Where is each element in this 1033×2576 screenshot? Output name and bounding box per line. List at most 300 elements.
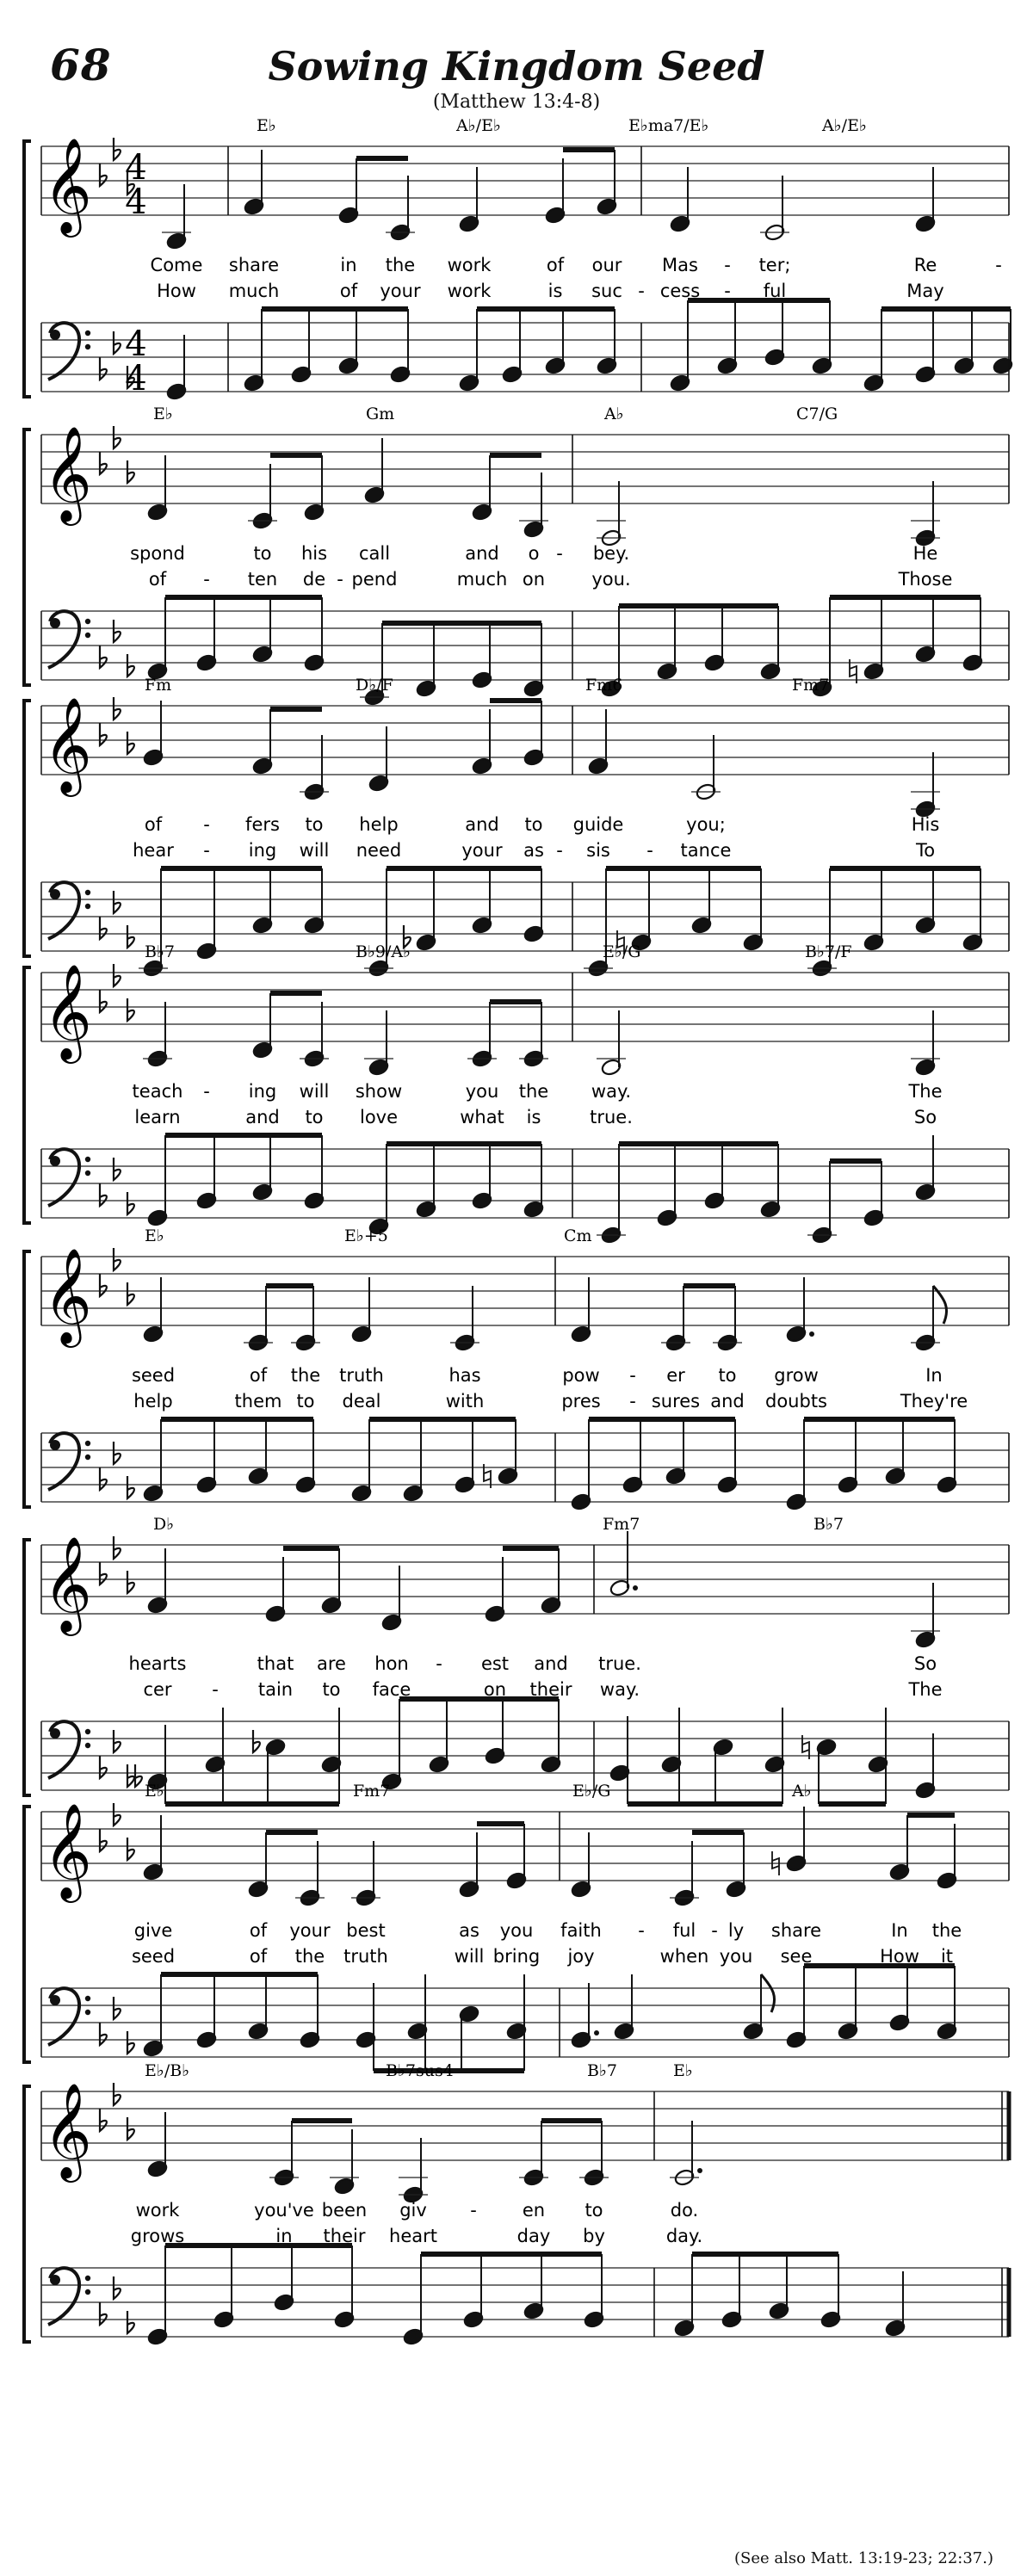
lyric-verse-2: much — [228, 281, 280, 301]
key-flat-icon — [127, 732, 134, 754]
lyric-verse-1: that — [257, 1653, 294, 1674]
note — [764, 300, 785, 367]
note — [351, 1841, 380, 1907]
note — [811, 309, 832, 375]
lyric-verse-2: heart — [389, 2226, 437, 2246]
note — [962, 606, 983, 672]
dot — [633, 1585, 638, 1591]
lyric-verse-2: bring — [492, 1946, 541, 1967]
note — [273, 2246, 294, 2312]
lyric-verse-1: share — [228, 255, 280, 275]
note — [540, 1708, 561, 1774]
note — [962, 886, 983, 952]
bass-clef-dot — [85, 1441, 90, 1446]
note — [596, 150, 617, 216]
bass-clef-icon — [48, 323, 90, 380]
note — [471, 623, 492, 689]
bass-clef-dot — [50, 889, 60, 899]
lyric-verse-2: will — [299, 840, 330, 861]
bass-staff — [41, 1419, 1009, 1511]
lyric-verse-2: - — [646, 840, 653, 861]
chord-symbol: D♭/F — [356, 676, 393, 695]
lyric-verse-1: work — [135, 2200, 180, 2221]
note — [716, 1428, 738, 1494]
note — [936, 1824, 957, 1890]
key-flat-icon — [100, 646, 107, 668]
lyric-verse-2: They're — [900, 1391, 968, 1412]
key-flat-icon — [100, 1183, 107, 1206]
lyric-verse-2: grows — [130, 2226, 185, 2246]
music-system — [24, 676, 1009, 978]
bass-staff — [41, 1699, 1009, 1804]
note — [570, 1832, 591, 1899]
lyric-verse-1: teach — [132, 1081, 183, 1102]
key-flat-icon — [127, 998, 134, 1021]
key-flat-icon — [100, 2023, 107, 2045]
lyric-verse-2: Those — [898, 569, 953, 590]
note — [146, 1548, 168, 1615]
key-flat-icon — [100, 1756, 107, 1778]
note — [670, 2121, 702, 2187]
key-flat-icon — [127, 2311, 134, 2333]
chord-symbol: A♭/E♭ — [456, 116, 501, 135]
lyric-verse-2: sures — [651, 1391, 701, 1412]
note — [142, 1277, 164, 1344]
chord-symbol: Cm — [564, 1226, 592, 1245]
lyric-verse-2: hear — [133, 840, 174, 861]
bass-clef-icon — [48, 1149, 90, 1206]
music-system — [24, 116, 1014, 401]
note — [656, 1161, 677, 1227]
note — [244, 1286, 273, 1352]
note — [303, 455, 325, 522]
bass-clef-dot — [85, 633, 90, 638]
lyric-verse-1: He — [912, 543, 938, 564]
lyric-verse-1: - — [470, 2200, 477, 2221]
bass-clef-dot — [85, 904, 90, 909]
chord-symbol: C7/G — [796, 405, 838, 423]
note — [247, 1974, 269, 2041]
note — [337, 309, 359, 375]
note — [471, 1144, 492, 1210]
note — [544, 158, 566, 225]
note — [613, 1974, 634, 2041]
lyric-verse-1: and — [465, 543, 499, 564]
lyric-verse-2: by — [583, 2226, 605, 2246]
note — [911, 1583, 940, 1649]
note — [458, 326, 479, 392]
key-flat-icon — [127, 925, 134, 948]
lyric-verse-2: - — [212, 1679, 219, 1700]
lyric-verse-1: fers — [245, 814, 280, 835]
treble-staff — [41, 425, 1009, 547]
note — [690, 868, 712, 935]
key-flat-icon — [114, 138, 121, 160]
note — [333, 2263, 355, 2329]
note — [269, 2121, 299, 2187]
chord-symbol: E♭ma7/E♭ — [628, 116, 709, 135]
lyric-verse-2: will — [454, 1946, 485, 1967]
lyric-verse-1: grow — [774, 1365, 819, 1386]
note — [142, 1436, 164, 1503]
note — [597, 1010, 626, 1077]
note — [146, 455, 168, 522]
note — [725, 1832, 746, 1899]
bass-clef-dot — [85, 619, 90, 624]
lyric-verse-1: work — [447, 255, 492, 275]
music-system — [24, 2061, 1009, 2346]
lyric-verse-2: you. — [591, 569, 631, 590]
note — [462, 2263, 484, 2329]
note — [716, 309, 738, 375]
hymn-title: Sowing Kingdom Seed — [268, 43, 765, 90]
note — [669, 326, 690, 392]
lyric-verse-2: ing — [248, 840, 277, 861]
lyric-verse-2: - — [629, 1391, 636, 1412]
key-flat-icon — [100, 164, 107, 186]
bass-staff — [41, 1135, 1009, 1245]
lyric-verse-1: has — [448, 1365, 481, 1386]
bass-clef-dot — [50, 330, 60, 340]
lyric-verse-1: hearts — [128, 1653, 187, 1674]
note — [146, 2280, 168, 2346]
lyric-verse-1: to — [718, 1365, 737, 1386]
lyric-verse-2: see — [780, 1946, 813, 1967]
lyric-verse-2: pend — [351, 569, 398, 590]
lyric-verse-1: giv — [399, 2200, 427, 2221]
note — [146, 2112, 168, 2178]
time-sig-bottom: 4 — [125, 182, 147, 222]
lyric-verse-2: and — [710, 1391, 745, 1412]
note — [330, 2129, 359, 2196]
lyric-verse-1: and — [534, 1653, 568, 1674]
note — [380, 1566, 402, 1632]
bass-clef-dot — [85, 344, 90, 349]
chord-symbol: B♭7sus4 — [386, 2061, 454, 2080]
lyric-verse-1: your — [289, 1920, 331, 1941]
lyric-verse-1: do. — [670, 2200, 699, 2221]
key-flat-icon — [127, 1571, 134, 1593]
note — [759, 1152, 781, 1219]
note — [389, 318, 411, 384]
chord-symbol: D♭ — [153, 1515, 175, 1534]
system-bracket — [24, 967, 31, 1223]
lyric-verse-1: - — [203, 814, 210, 835]
key-flat-icon — [100, 452, 107, 474]
key-flat-icon — [114, 891, 121, 913]
bass-clef-dot — [85, 1996, 90, 2001]
key-flat-icon — [100, 917, 107, 939]
time-sig-top: 4 — [125, 324, 147, 364]
lyric-verse-2: seed — [131, 1946, 176, 1967]
note — [992, 309, 1013, 375]
lyric-verse-2: your — [461, 840, 503, 861]
key-flat-icon — [127, 460, 134, 483]
bass-clef-dot — [50, 1995, 60, 2005]
key-flat-icon — [100, 2302, 107, 2325]
note — [295, 1841, 325, 1907]
key-flat-icon — [100, 2109, 107, 2131]
lyric-verse-2: truth — [343, 1946, 388, 1967]
note — [300, 735, 329, 801]
lyric-verse-2: their — [323, 2226, 366, 2246]
lyric-verse-1: the — [290, 1365, 321, 1386]
key-flat-icon — [114, 1158, 121, 1180]
note — [609, 1531, 638, 1597]
chord-symbol: A♭/E♭ — [822, 116, 867, 135]
key-flat-icon — [114, 1248, 121, 1270]
chord-symbol: E♭ — [145, 1226, 164, 1245]
lyric-verse-2: way. — [599, 1679, 640, 1700]
key-flat-icon — [114, 331, 121, 354]
bass-clef-dot — [85, 1171, 90, 1176]
lyric-verse-1: In — [891, 1920, 908, 1941]
note — [570, 1445, 591, 1511]
lyric-verse-1: the — [931, 1920, 962, 1941]
key-flat-icon — [114, 1997, 121, 2019]
treble-clef-icon: 𝄞 — [43, 425, 92, 522]
lyric-verse-1: are — [317, 1653, 346, 1674]
note — [742, 1974, 774, 2041]
lyric-verse-1: you; — [686, 814, 726, 835]
note — [713, 1286, 742, 1352]
lyric-verse-1: faith — [560, 1920, 602, 1941]
lyric-verse-2: - — [203, 569, 210, 590]
dot — [809, 1331, 814, 1337]
note — [363, 438, 385, 504]
note — [428, 1708, 449, 1774]
lyric-verse-2: doubts — [765, 1391, 827, 1412]
note — [544, 309, 566, 375]
lyric-verse-2: - — [638, 281, 645, 301]
note — [471, 709, 492, 775]
note — [863, 1161, 884, 1227]
note — [253, 1730, 287, 1804]
bass-clef-icon — [48, 882, 90, 939]
dot — [594, 2030, 599, 2035]
scripture-reference: (Matthew 13:4-8) — [432, 91, 601, 113]
key-flat-icon — [127, 1192, 134, 1214]
bass-clef-dot — [85, 1157, 90, 1162]
lyric-verse-1: pow — [562, 1365, 600, 1386]
bass-clef-dot — [85, 2276, 90, 2281]
note — [368, 726, 389, 793]
bass-staff — [41, 300, 1014, 401]
lyric-verse-2: to — [305, 1107, 324, 1127]
note — [350, 1277, 372, 1344]
note — [195, 1144, 217, 1210]
note — [523, 701, 544, 767]
note — [142, 1992, 164, 2058]
note — [243, 150, 264, 216]
lyric-verse-1: of — [144, 814, 163, 835]
bass-clef-dot — [85, 890, 90, 895]
note — [914, 597, 936, 664]
lyric-verse-1: his — [300, 543, 328, 564]
system-bracket — [24, 2086, 31, 2342]
lyric-verse-1: - — [556, 543, 563, 564]
note — [458, 167, 479, 233]
lyric-verse-1: - — [711, 1920, 718, 1941]
lyric-verse-1: Re — [913, 255, 937, 275]
note — [415, 1152, 436, 1219]
note — [165, 335, 187, 401]
note — [583, 2263, 604, 2329]
lyric-verse-1: Come — [150, 255, 203, 275]
lyric-verse-1: ter; — [758, 255, 791, 275]
note — [807, 1178, 837, 1245]
note — [458, 2005, 479, 2071]
note — [759, 615, 781, 681]
note — [505, 1824, 527, 1890]
lyric-verse-1: way. — [591, 1081, 632, 1102]
note — [501, 318, 523, 384]
lyric-verse-1: call — [358, 543, 391, 564]
note — [888, 1815, 910, 1881]
lyric-verse-2: of — [339, 281, 358, 301]
lyric-verse-1: you've — [254, 2200, 314, 2221]
lyric-verse-1: true. — [598, 1653, 641, 1674]
lyric-verse-1: show — [355, 1081, 403, 1102]
dot — [697, 2168, 702, 2173]
bass-staff — [41, 597, 1009, 707]
lyric-verse-2: is — [526, 1107, 541, 1127]
note — [760, 176, 789, 242]
note — [596, 309, 617, 375]
lyric-verse-1: of — [249, 1920, 268, 1941]
note — [820, 2263, 841, 2329]
note — [579, 2121, 609, 2187]
note — [914, 1135, 936, 1202]
bass-clef-dot — [50, 1440, 60, 1450]
bass-clef-dot — [50, 1728, 60, 1739]
note — [953, 309, 974, 375]
lyric-verse-1: - — [724, 255, 731, 275]
bass-clef-dot — [85, 330, 90, 336]
chord-symbol: E♭+5 — [344, 1226, 388, 1245]
note — [467, 1002, 497, 1068]
note — [519, 2121, 548, 2187]
bass-clef-icon — [48, 1433, 90, 1490]
lyric-verse-2: face — [372, 1679, 411, 1700]
key-flat-icon — [127, 1476, 134, 1498]
note — [519, 1002, 548, 1068]
note — [471, 455, 492, 522]
lyric-verse-1: guide — [572, 814, 624, 835]
bass-clef-dot — [85, 1455, 90, 1460]
system-bracket — [24, 1807, 31, 2062]
note — [386, 176, 415, 242]
lyric-verse-2: tain — [257, 1679, 294, 1700]
key-flat-icon — [114, 620, 121, 642]
bass-clef-icon — [48, 2268, 90, 2325]
lyric-verse-1: bey. — [592, 543, 630, 564]
note — [772, 1807, 807, 1875]
lyric-verse-2: as — [523, 840, 544, 861]
system-bracket — [24, 429, 31, 685]
chord-symbol: Fm6 — [585, 676, 623, 695]
note — [785, 1983, 807, 2049]
treble-clef-icon: 𝄞 — [43, 137, 92, 233]
lyric-verse-1: our — [591, 255, 622, 275]
bass-clef-icon — [48, 1721, 90, 1778]
lyric-verse-1: hon — [374, 1653, 409, 1674]
lyric-verse-2: them — [234, 1391, 282, 1412]
lyric-verse-2: is — [547, 281, 563, 301]
note — [570, 1277, 591, 1344]
lyric-verse-1: spond — [130, 543, 185, 564]
note — [195, 1428, 217, 1494]
note — [415, 632, 436, 698]
lyric-verse-2: on — [522, 569, 546, 590]
chord-symbol: B♭7 — [587, 2061, 618, 2080]
hymn-number: 68 — [50, 40, 112, 90]
treble-clef-icon: 𝄞 — [43, 696, 92, 793]
key-flat-icon — [127, 1838, 134, 1860]
lyric-verse-2: to — [322, 1679, 341, 1700]
note — [337, 158, 359, 225]
treble-staff — [41, 696, 1009, 819]
lyric-verse-1: to — [253, 543, 272, 564]
note — [742, 886, 764, 952]
note — [837, 1428, 858, 1494]
lyric-verse-1: give — [133, 1920, 173, 1941]
lyric-verse-2: much — [456, 569, 508, 590]
note — [863, 886, 884, 952]
note — [622, 1428, 643, 1494]
lyric-verse-2: suc — [591, 281, 622, 301]
note — [195, 606, 217, 672]
chord-symbol: B♭9/A♭ — [356, 942, 411, 961]
note — [320, 1548, 342, 1615]
lyric-verse-1: will — [299, 1081, 330, 1102]
music-system — [24, 405, 1009, 707]
lyric-verse-2: work — [447, 281, 492, 301]
note — [251, 709, 273, 775]
flat-sign-icon — [253, 1730, 260, 1752]
lyric-verse-2: pres — [561, 1391, 601, 1412]
key-flat-icon — [127, 2117, 134, 2140]
lyric-verse-2: learn — [134, 1107, 181, 1127]
note — [290, 318, 312, 384]
note — [523, 2254, 544, 2320]
chord-symbol: B♭7/F — [805, 942, 852, 961]
note — [597, 481, 626, 547]
music-system — [24, 1515, 1009, 1804]
flat-sign-icon — [135, 1764, 142, 1787]
chord-symbol: E♭/G — [572, 1782, 611, 1801]
key-flat-icon — [100, 723, 107, 745]
lyric-verse-2: of — [148, 569, 167, 590]
note — [247, 1419, 269, 1486]
key-flat-icon — [114, 2083, 121, 2105]
note — [911, 1010, 940, 1077]
note — [670, 1841, 699, 1907]
note — [519, 473, 548, 539]
key-flat-icon — [127, 1282, 134, 1305]
chord-symbol: B♭7 — [145, 942, 176, 961]
lyric-verse-1: best — [346, 1920, 386, 1941]
treble-staff — [41, 1802, 1009, 1907]
note — [665, 1419, 686, 1486]
time-signature — [125, 148, 146, 222]
note — [162, 184, 191, 250]
lyric-verse-1: of — [249, 1365, 268, 1386]
lyric-verse-1: you — [499, 1920, 534, 1941]
music-system — [24, 942, 1009, 1245]
note — [142, 701, 164, 767]
lyric-verse-1: en — [522, 2200, 546, 2221]
